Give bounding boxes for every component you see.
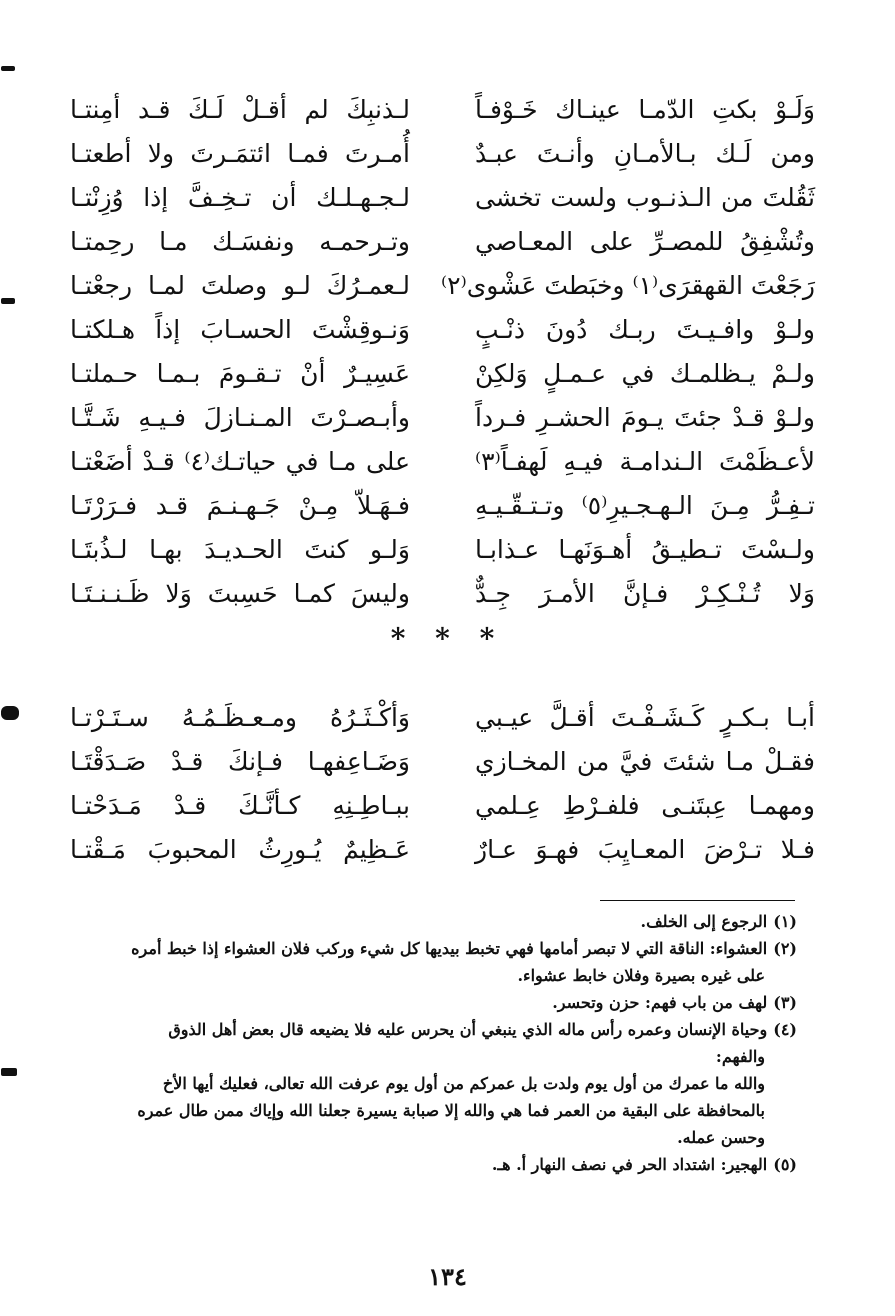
verse-line [70, 220, 815, 264]
section-divider: * * * [390, 622, 505, 655]
verse-first-hemistich: أبـا بـكـرٍ كَـشَـفْـتَ أقـلَّ عيـبي [475, 703, 815, 732]
verse-first-hemistich: ولـمْ يـظلمـك في عـمـلٍ وَلكِنْ [475, 359, 815, 388]
footnote-rule [600, 900, 795, 901]
footnote-text: الهجير: اشتداد الحر في نصف النهار أ. هـ. [491, 1155, 768, 1174]
verse-first-hemistich: ولـسْتَ تـطيـقُ أهـوَنَهـا عـذابـا [475, 535, 815, 564]
verse-line [70, 528, 815, 572]
footnote-number: (١) [773, 912, 797, 931]
footnote-number: (٣) [773, 993, 797, 1012]
footnotes [97, 908, 797, 1178]
footnote [97, 1151, 797, 1178]
footnote-quote-line: وحسن عمله. [677, 1128, 765, 1147]
verse-second-hemistich: وَنـوقِشْتَ الحسـابَ إذاً هـلكتـا [70, 315, 410, 344]
footnote-quote-line: بالمحافظة على البقية من العمر فما هي والله إلا صبابة يسيرة جعلنا الله وإياك ممن طال عمره [137, 1101, 765, 1120]
verse-line [70, 696, 815, 740]
footnote [97, 1016, 797, 1043]
scan-mark [1, 66, 15, 71]
footnote-continuation: على غيره بصيرة وفلان خابط عشواء. [517, 966, 765, 985]
verse-first-hemistich: ومهمـا عِبتَنـى فلفـرْطِ عِـلمي [475, 791, 815, 820]
poem-section-2 [70, 696, 815, 872]
verse-second-hemistich: وَضَـاعِفهـا فـإنكَ قـدْ صَـدَقْتَـا [70, 747, 410, 776]
verse-line [70, 132, 815, 176]
footnote-quote-line: والله ما عمرك من أول يوم ولدت بل عمركم من أول يوم عرفت الله تعالى، فعليك أيها الأخ [162, 1074, 765, 1093]
verse-first-hemistich: وتُشْفِقُ للمصـرِّ على المعـاصي [475, 227, 815, 256]
verse-second-hemistich: عَسِيـرٌ أنْ تـقـومَ بـمـا حـملتـا [70, 359, 410, 388]
verse-first-hemistich: ولـوْ وافـيـتَ ربـك دُونَ ذنْـبٍ [475, 315, 815, 344]
page-number: ١٣٤ [428, 1262, 467, 1291]
verse-first-hemistich: وَلَـوْ بكتِ الدّمـا عينـاك خَـوْفـاً [475, 95, 815, 124]
footnote [97, 935, 797, 962]
verse-first-hemistich: لأعـظَمْتَ الـندامـة فيـهِ لَهفـاً⁽٣⁾ [475, 447, 815, 476]
verse-second-hemistich: فـهَـلاّ مِـنْ جَـهـنـمَ قـد فـرَرْتَـا [70, 491, 410, 520]
verse-line [70, 352, 815, 396]
verse-second-hemistich: وليسَ كمـا حَسِبتَ وَلا ظَـنـنـتَـا [70, 579, 410, 608]
verse-line [70, 828, 815, 872]
verse-line [70, 784, 815, 828]
verse-second-hemistich: ببـاطِـنِهِ كـأنَّـكَ قـدْ مَـدَحْتـا [70, 791, 410, 820]
verse-first-hemistich: رَجَعْتَ القهقرَى⁽١⁾ وخبَطتَ عَشْوى⁽٢⁾ [441, 271, 815, 300]
verse-line [70, 176, 815, 220]
footnote-text: الرجوع إلى الخلف. [640, 912, 768, 931]
verse-line [70, 396, 815, 440]
verse-line [70, 264, 815, 308]
verse-second-hemistich: عَـظِيمٌ يُـورِثُ المحبوبَ مَـقْتـا [70, 835, 410, 864]
footnote-text: وحياة الإنسان وعمره رأس ماله الذي ينبغي أن يحرس عليه فلا يضيعه قال بعض أهل الذوق [168, 1020, 768, 1039]
verse-second-hemistich: على مـا في حياتـك⁽٤⁾ قـدْ أضَعْتـا [70, 447, 410, 476]
verse-second-hemistich: أُمـرتَ فمـا ائتمَـرتَ ولا أطعتـا [70, 139, 410, 168]
verse-second-hemistich: لـعمـرُكَ لـو وصلتَ لمـا رجعْتـا [70, 271, 410, 300]
verse-second-hemistich: وأبـصـرْتَ المـنـازلَ فـيـهِ شَـتَّـا [70, 403, 410, 432]
verse-first-hemistich: ولـوْ قـدْ جئتَ يـومَ الحشـرِ فـرداً [475, 403, 815, 432]
footnote-text: لهف من باب فهم: حزن وتحسر. [552, 993, 768, 1012]
scan-mark [1, 706, 19, 720]
verse-line [70, 440, 815, 484]
verse-second-hemistich: وَلـو كنتَ الحـديـدَ بهـا لـذُبتَـا [70, 535, 410, 564]
verse-line [70, 740, 815, 784]
verse-first-hemistich: فقـلْ مـا شئتَ فيَّ من المخـازي [475, 747, 815, 776]
verse-line [70, 88, 815, 132]
footnote-continuation: والفهم: [715, 1047, 765, 1066]
verse-first-hemistich: ومن لَـك بـالأمـانِ وأنـتَ عبـدٌ [475, 139, 815, 168]
verse-second-hemistich: وَأكْـثَـرُهُ ومـعـظَـمُـهُ سـتَـرْتـا [70, 703, 410, 732]
verse-first-hemistich: ثَقُلتَ من الـذنـوب ولست تخشى [475, 183, 815, 212]
scan-mark [1, 1068, 17, 1076]
verse-second-hemistich: وتـرحمـه ونفسَـك مـا رحِمتـا [70, 227, 410, 256]
verse-first-hemistich: وَلا تُـنْـكِـرْ فـإنَّ الأمـرَ جِـدٌّ [475, 579, 815, 608]
poem-section-1 [70, 88, 815, 616]
verse-line [70, 484, 815, 528]
verse-line [70, 572, 815, 616]
verse-line [70, 308, 815, 352]
footnote-number: (٤) [773, 1020, 797, 1039]
footnote [97, 908, 797, 935]
footnote [97, 989, 797, 1016]
footnote-number: (٥) [773, 1155, 797, 1174]
verse-second-hemistich: لـذنبِكَ لم أقـلْ لَـكَ قـد أمِنتـا [70, 95, 410, 124]
footnote-number: (٢) [773, 939, 797, 958]
verse-first-hemistich: تـفِـرُّ مِـنَ الـهـجـيرِ⁽٥⁾ وتـتـقّـيـهِ [475, 491, 815, 520]
verse-first-hemistich: فـلا تـرْضَ المعـايِبَ فهـوَ عـارٌ [475, 835, 815, 864]
scan-mark [1, 298, 15, 304]
verse-second-hemistich: لـجـهـلـك أن تـخِـفَّ إذا وُزِنْتـا [70, 183, 410, 212]
footnote-text: العشواء: الناقة التي لا تبصر أمامها فهي تخبط بيديها كل شيء وركب فلان العشواء إذا خبط أمره [131, 939, 768, 958]
